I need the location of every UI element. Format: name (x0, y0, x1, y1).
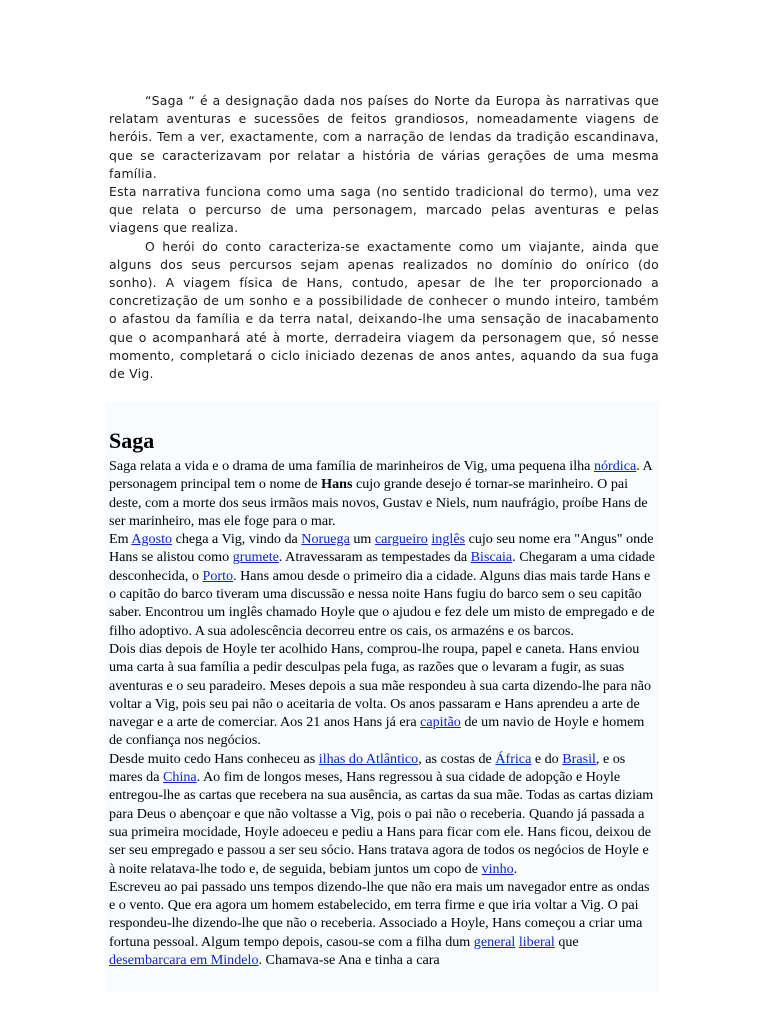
link-grumete[interactable]: grumete (232, 549, 279, 566)
text: um (349, 531, 375, 548)
text: e do (531, 750, 563, 767)
text: . Hans amou desde o primeiro dia a cidade. Alguns dias mais tarde Hans e o capitão do barco tiveram uma discussão e nessa noite Hans fugiu do barco sem o seu capitão saber. Encontrou um inglês chamado Hoyle que o ajudou e fez dele um misto de empregado e de filho adoptivo. A sua adolescência decorreu entre os cais, os armazéns e os barcos. (109, 567, 655, 639)
text: Saga relata a vida e o drama de uma família de marinheiros de Vig, uma pequena ilha (109, 458, 594, 474)
text: de um navio de Hoyle e homem de confiança nos negócios. (109, 714, 645, 749)
link-ilhas-do-atlantico[interactable]: ilhas do Atlântico (318, 750, 419, 767)
intro-paragraph-3: O herói do conto caracteriza-se exactamente como um viajante, ainda que alguns dos seus percursos sejam apenas realizados no domínio do onírico (do sonho). A viagem física de Hans, contudo, apesar de lhe ter proporcionado a concretização de um sonho e a possibilidade de conhecer o mundo inteiro, também o afastou da família e da terra natal, deixando-lhe uma sensação de inacabamento que o acompanhará até à morte, derradeira viagem da personagem que, só nesse momento, completará o ciclo iniciado dezenas de anos antes, aquando da sua fuga de Vig. (109, 238, 659, 382)
link-cargueiro[interactable]: cargueiro (374, 531, 428, 548)
text: Escreveu ao pai passado uns tempos dizendo-lhe que não era mais um navegador entre as ondas e o vento. Que era agora um homem estabelecido, em terra firme e que iria voltar a Vig. O pai respondeu-lhe dizendo-lhe que não o receberia. Associado a Hoyle, Hans começou a criar uma fortuna pessoal. Algum tempo depois, casou-se com a filha dum (109, 878, 650, 950)
text: Dois dias depois de Hoyle ter acolhido Hans, comprou-lhe roupa, papel e caneta. Hans enviou uma carta à sua família a pedir desculpas pela fuga, as razões que o levaram a fugir, as suas aventuras e o seu paradeiro. Meses depois a sua mãe respondeu à sua carta dizendo-lhe para não voltar a Vig, pois seu pai não o aceitaria de volta. Os anos passaram e Hans aprendeu a arte de navegar e a arte de comerciar. Aos 21 anos Hans já era (109, 640, 651, 731)
text: , as costas de (418, 750, 496, 767)
wiki-paragraph-2 (109, 530, 655, 640)
text: . (513, 860, 518, 877)
text: , e os mares da (109, 750, 626, 786)
text: Desde muito cedo Hans conheceu as (109, 750, 319, 767)
wiki-paragraph-1 (109, 457, 655, 530)
text: . Chegaram a uma cidade desconhecida, o (109, 549, 655, 584)
link-general[interactable]: general (473, 933, 516, 950)
text: que (554, 933, 579, 950)
intro-paragraph-1: “Saga “ é a designação dada nos países do Norte da Europa às narrativas que relatam aventuras e sucessões de feitos grandiosos, nomeadamente viagens de heróis. Tem a ver, exactamente, com a narração de lendas da tradição escandinava, que se caracterizavam por relatar a história de várias gerações de uma mesma família. (109, 93, 659, 181)
section-title: Saga (109, 428, 155, 453)
link-ingles[interactable]: inglês (431, 531, 466, 548)
link-agosto[interactable]: Agosto (131, 531, 173, 548)
link-desembarcara-em-mindelo[interactable]: desembarcara em Mindelo (109, 952, 259, 969)
link-noruega[interactable]: Noruega (301, 531, 350, 548)
link-brasil[interactable]: Brasil (562, 750, 596, 767)
intro-paragraph-2: Esta narrativa funciona como uma saga (no sentido tradicional do termo), uma vez que relata o percurso de uma personagem, marcado pelas aventuras e pelas viagens que realiza. (109, 184, 659, 236)
text: cujo grande desejo é tornar-se marinheiro. O pai deste, com a morte dos seus irmãos mais novos, Gustav e Niels, num naufrágio, proíbe Hans de ser marinheiro, mas ele foge para o mar. (109, 476, 648, 529)
link-vinho[interactable]: vinho (481, 860, 514, 877)
intro-text (109, 92, 659, 383)
bold-hans: Hans (321, 476, 353, 493)
wiki-excerpt (105, 402, 659, 992)
link-china[interactable]: China (163, 769, 197, 786)
text: . Chamava-se Ana e tinha a cara (258, 952, 440, 969)
text: . Atravessaram as tempestades da (278, 549, 471, 566)
text: . A personagem principal tem o nome de (109, 458, 652, 493)
text: . Ao fim de longos meses, Hans regressou à sua cidade de adopção e Hoyle entregou-lhe as cartas que recebera na sua ausência, as cartas da sua mãe. Todas as cartas diziam para Deus o abençoar e que não voltasse a Vig, pois o pai não o receberia. Quando já passada a sua primeira mocidade, Hoyle adoeceu e pediu a Hans para ficar com ele. Hans ficou, deixou de ser seu empregado e passou a ser seu sócio. Hans tratava agora de todos os negócios de Hoyle e à noite relatava-lhe todo e, de seguida, bebiam juntos um copo de (109, 769, 654, 877)
link-biscaia[interactable]: Biscaia (470, 549, 513, 566)
wiki-paragraph-3 (109, 640, 655, 750)
text: Em (109, 531, 132, 548)
wiki-paragraph-5 (109, 878, 655, 969)
link-porto[interactable]: Porto (202, 567, 234, 584)
link-nordica[interactable]: nórdica (593, 458, 637, 474)
text: chega a Vig, vindo da (172, 531, 302, 548)
wiki-paragraph-4 (109, 750, 655, 878)
link-capitao[interactable]: capitão (420, 714, 461, 731)
link-liberal[interactable]: liberal (518, 933, 555, 950)
link-africa[interactable]: África (495, 750, 532, 767)
text: cujo seu nome era "Angus" onde Hans se alistou como (109, 531, 654, 566)
